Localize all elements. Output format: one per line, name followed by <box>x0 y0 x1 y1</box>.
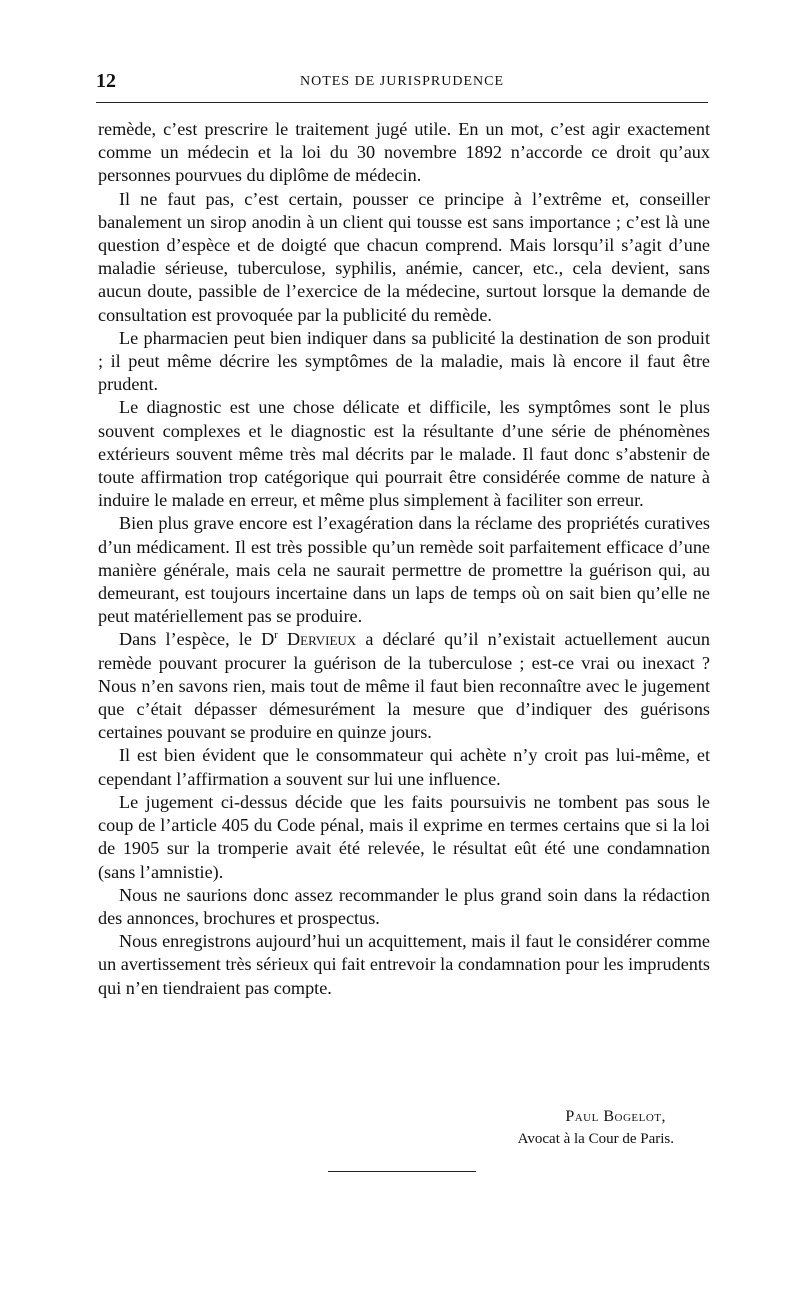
paragraph: Le pharmacien peut bien indiquer dans sa publicité la destination de son produit ; il peut même décrire les symptômes de la maladie, mais là encore il faut être prudent. <box>98 327 710 395</box>
paragraph: Nous ne saurions donc assez recommander le plus grand soin dans la rédaction des annonces, brochures et prospectus. <box>98 884 710 928</box>
author-title: Avocat à la Cour de Paris. <box>517 1131 674 1147</box>
page-number: 12 <box>96 70 116 92</box>
paragraph <box>98 628 710 744</box>
article-body <box>98 118 710 1000</box>
end-rule <box>328 1171 476 1172</box>
paragraph: Nous enregistrons aujourd’hui un acquittement, mais il faut le considérer comme un avertissement très sérieux qui fait entrevoir la condamnation pour les imprudents qui n’en tiendraient pas compte. <box>98 931 710 998</box>
running-title: NOTES DE JURISPRUDENCE <box>299 74 504 89</box>
paragraph: Le jugement ci-dessus décide que les faits poursuivis ne tombent pas sous le coup de l’article 405 du Code pénal, mais il exprime en termes certains que si la loi de 1905 sur la tromperie avait été relevée, le résultat eût été une condamnation (sans l’amnistie). <box>98 791 710 882</box>
paragraph: Le diagnostic est une chose délicate et difficile, les symptômes sont le plus souvent complexes et le diagnostic est la résultante d’une série de phénomènes extérieurs souvent même très mal décrits par le malade. Il faut donc s’abstenir de toute affirmation trop catégorique qui pourrait être considérée comme de nature à induire le malade en erreur, et même plus simplement à faciliter son erreur. <box>98 397 710 511</box>
author-name: Paul Bogelot, <box>565 1108 666 1125</box>
title-abbrev: r <box>274 629 278 642</box>
paragraph: Il est bien évident que le consommateur qui achète n’y croit pas lui-même, et cependant l’affirmation a souvent sur lui une influence. <box>98 745 710 789</box>
paragraph: remède, c’est prescrire le traitement jugé utile. En un mot, c’est agir exactement comme un médecin et la loi du 30 novembre 1892 n’accorde ce droit qu’aux personnes pourvues du diplôme de médecin. <box>98 119 710 186</box>
signature-block <box>98 1106 710 1150</box>
paragraph: Bien plus grave encore est l’exagération dans la réclame des propriétés curatives d’un médicament. Il est très possible qu’un remède soit parfaitement efficace d’une manière générale, mais cela ne saurait permettre de promettre la guérison qui, au demeurant, est toujours incertaine dans un laps de temps où on sait bien qu’elle ne peut matériellement pas se produire. <box>98 513 710 627</box>
page-header <box>96 70 708 96</box>
paragraph: Il ne faut pas, c’est certain, pousser ce principe à l’extrême et, conseiller banalement un sirop anodin à un client qui tousse est sans importance ; c’est là une question d’espèce et de doigté que chacun comprend. Mais lorsqu’il s’agit d’une maladie sérieuse, tuberculose, syphilis, anémie, cancer, etc., cela devient, sans aucun doute, passible de l’exercice de la médecine, surtout lorsque la demande de consultation est provoquée par la publicité du remède. <box>98 188 710 325</box>
paragraph-text: Dans l’espèce, le D <box>119 629 275 650</box>
header-rule <box>96 102 708 103</box>
paragraph-text: a déclaré qu’il n’existait actuellement aucun remède pouvant procurer la guérison de la tuberculose ; est-ce vrai ou inexact ? Nous n’en savons rien, mais tout de même il faut bien reconnaître avec le jugement que c’était dépasser démesurément la mesure que d’indiquer des guérisons certaines pouvant se produire en quinze jours. <box>98 629 710 743</box>
person-name: Dervieux <box>287 629 357 650</box>
